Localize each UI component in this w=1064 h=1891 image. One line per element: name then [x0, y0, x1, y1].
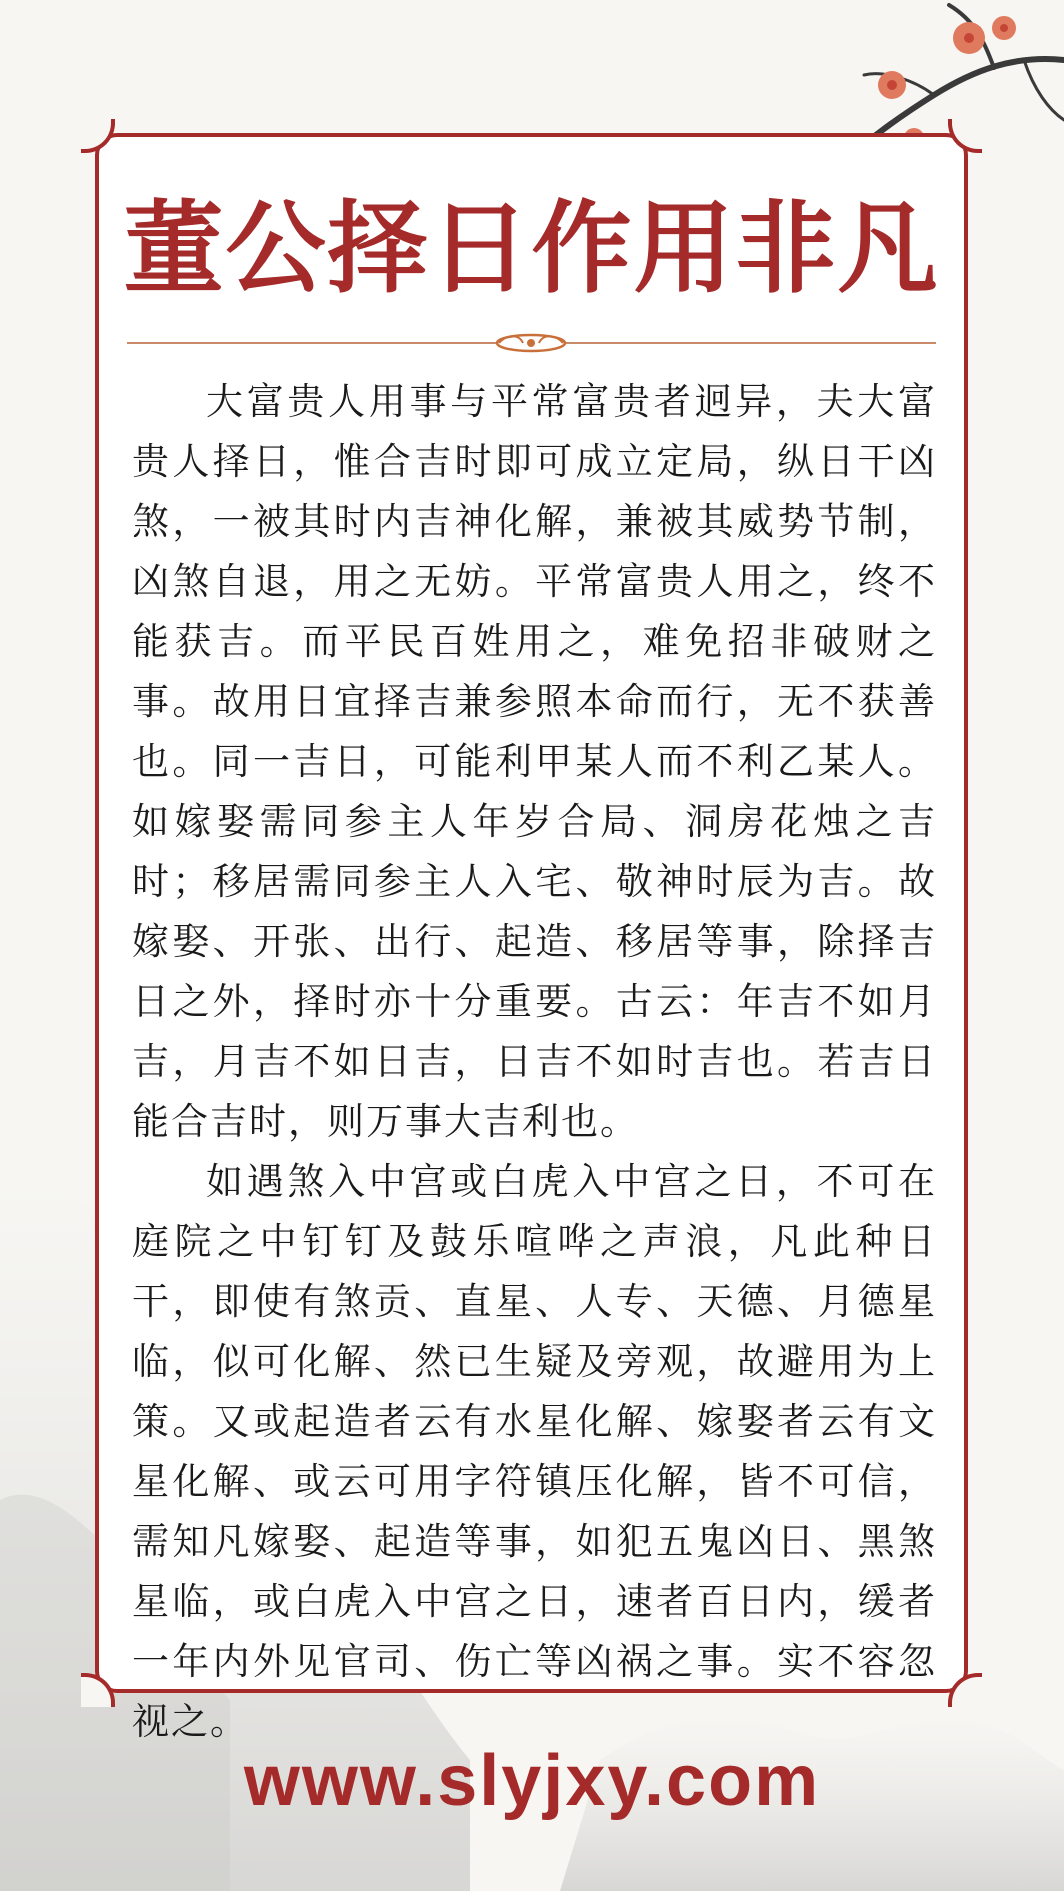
- ornamental-divider-icon: [127, 332, 936, 354]
- paragraph: 如遇煞入中宫或白虎入中宫之日，不可在庭院之中钉钉及鼓乐喧哗之声浪，凡此种日干，即使有煞贡、直星、人专、天德、月德星临，似可化解、然已生疑及旁观，故避用为上策。又或起造者云有水星化解、嫁娶者云有文星化解、或云可用字符镇压化解，皆不可信，需知凡嫁娶、起造等事，如犯五鬼凶日、黑煞星临，或白虎入中宫之日，速者百日内，缓者一年内外见官司、伤亡等凶祸之事。实不容忽视之。: [132, 1160, 937, 1743]
- website-url: www.slyjxy.com: [243, 1741, 821, 1821]
- article-body: [132, 372, 937, 1752]
- paragraph: 大富贵人用事与平常富贵者迥异，夫大富贵人择日，惟合吉时即可成立定局，纵日干凶煞，一被其时内吉神化解，兼被其威势节制，凶煞自退，用之无妨。平常富贵人用之，终不能获吉。而平民百姓用之，难免招非破财之事。故用日宜择吉兼参照本命而行，无不获善也。同一吉日，可能利甲某人而不利乙某人。如嫁娶需同参主人年岁合局、洞房花烛之吉时；移居需同参主人入宅、敬神时辰为吉。故嫁娶、开张、出行、起造、移居等事，除择吉日之外，择时亦十分重要。古云：年吉不如月吉，月吉不如日吉，日吉不如时吉也。若吉日能合吉时，则万事大吉利也。: [132, 380, 937, 1143]
- panel-corner: [948, 119, 982, 153]
- panel-corner: [948, 1673, 982, 1707]
- panel-corner: [81, 1673, 115, 1707]
- page-title: 董公择日作用非凡: [123, 190, 940, 307]
- panel-corner: [81, 119, 115, 153]
- text-panel: [95, 133, 968, 1743]
